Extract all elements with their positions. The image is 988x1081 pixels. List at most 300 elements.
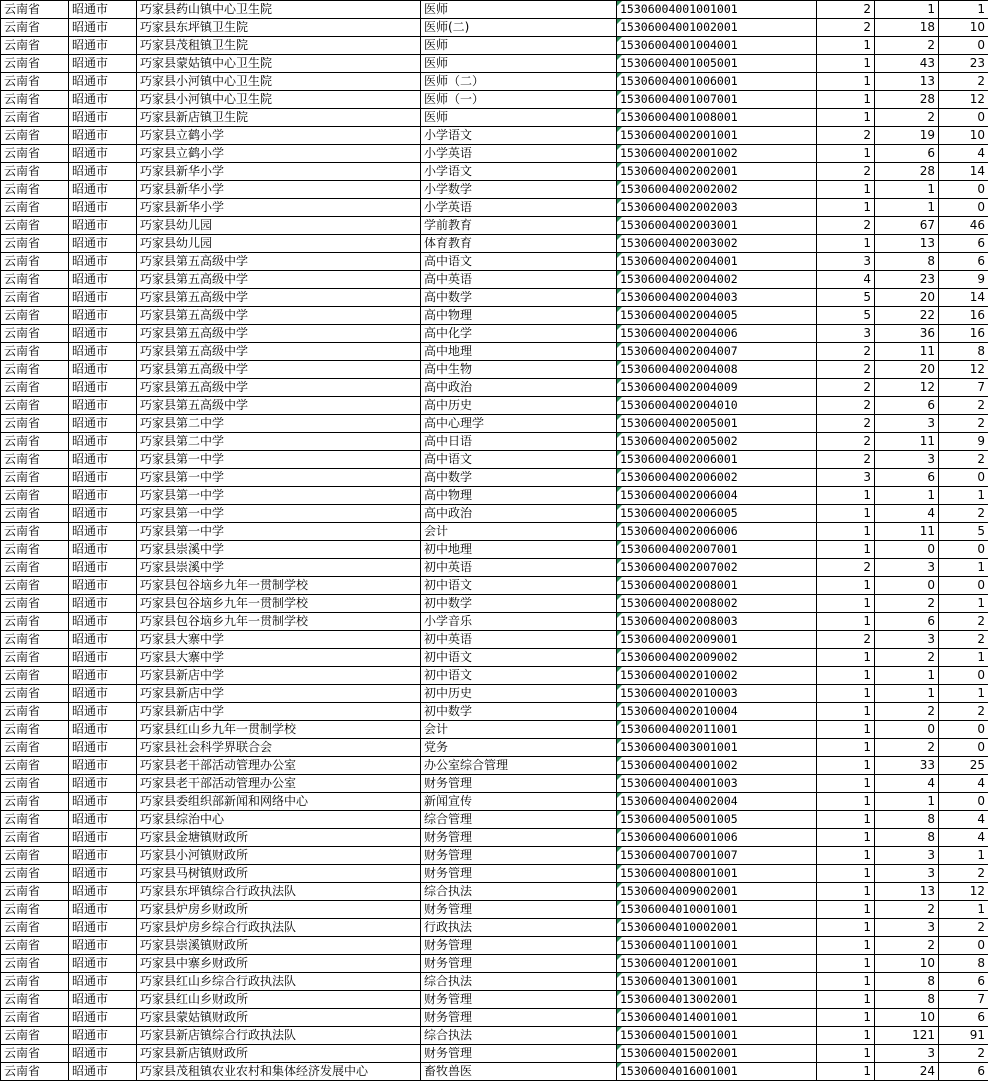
cell-applicants[interactable]: 2: [875, 703, 939, 721]
cell-position[interactable]: 高中语文: [421, 451, 617, 469]
cell-applicants[interactable]: 1: [875, 1, 939, 19]
cell-position[interactable]: 会计: [421, 721, 617, 739]
cell-city[interactable]: 昭通市: [69, 145, 137, 163]
cell-city[interactable]: 昭通市: [69, 523, 137, 541]
cell-province[interactable]: 云南省: [1, 937, 69, 955]
cell-unit[interactable]: 巧家县药山镇中心卫生院: [137, 1, 421, 19]
cell-province[interactable]: 云南省: [1, 757, 69, 775]
cell-province[interactable]: 云南省: [1, 631, 69, 649]
cell-city[interactable]: 昭通市: [69, 1027, 137, 1045]
cell-unit[interactable]: 巧家县东坪镇卫生院: [137, 19, 421, 37]
cell-city[interactable]: 昭通市: [69, 289, 137, 307]
cell-position[interactable]: 学前教育: [421, 217, 617, 235]
cell-unit[interactable]: 巧家县包谷垴乡九年一贯制学校: [137, 613, 421, 631]
cell-unit[interactable]: 巧家县幼儿园: [137, 235, 421, 253]
cell-position-code[interactable]: 15306004002002003: [617, 199, 817, 217]
cell-quota[interactable]: 1: [817, 235, 875, 253]
cell-province[interactable]: 云南省: [1, 73, 69, 91]
cell-city[interactable]: 昭通市: [69, 1, 137, 19]
cell-unit[interactable]: 巧家县第一中学: [137, 523, 421, 541]
cell-quota[interactable]: 1: [817, 595, 875, 613]
cell-position-code[interactable]: 15306004010001001: [617, 901, 817, 919]
cell-city[interactable]: 昭通市: [69, 19, 137, 37]
cell-applicants[interactable]: 3: [875, 865, 939, 883]
cell-position[interactable]: 高中政治: [421, 505, 617, 523]
cell-unit[interactable]: 巧家县马树镇财政所: [137, 865, 421, 883]
cell-quota[interactable]: 2: [817, 163, 875, 181]
cell-province[interactable]: 云南省: [1, 361, 69, 379]
cell-city[interactable]: 昭通市: [69, 235, 137, 253]
cell-position[interactable]: 高中历史: [421, 397, 617, 415]
cell-position[interactable]: 高中语文: [421, 253, 617, 271]
cell-applicants[interactable]: 13: [875, 235, 939, 253]
cell-city[interactable]: 昭通市: [69, 865, 137, 883]
cell-position-code[interactable]: 15306004002004003: [617, 289, 817, 307]
cell-position-code[interactable]: 15306004002004006: [617, 325, 817, 343]
cell-unit[interactable]: 巧家县第五高级中学: [137, 271, 421, 289]
cell-approved[interactable]: 1: [939, 847, 988, 865]
cell-approved[interactable]: 4: [939, 811, 988, 829]
cell-unit[interactable]: 巧家县新华小学: [137, 181, 421, 199]
cell-unit[interactable]: 巧家县新店镇财政所: [137, 1045, 421, 1063]
cell-position-code[interactable]: 15306004004002004: [617, 793, 817, 811]
cell-approved[interactable]: 0: [939, 739, 988, 757]
cell-position[interactable]: 高中数学: [421, 289, 617, 307]
cell-city[interactable]: 昭通市: [69, 919, 137, 937]
cell-approved[interactable]: 0: [939, 667, 988, 685]
cell-position-code[interactable]: 15306004005001005: [617, 811, 817, 829]
cell-quota[interactable]: 2: [817, 127, 875, 145]
cell-unit[interactable]: 巧家县新华小学: [137, 199, 421, 217]
cell-city[interactable]: 昭通市: [69, 991, 137, 1009]
cell-applicants[interactable]: 6: [875, 145, 939, 163]
cell-city[interactable]: 昭通市: [69, 109, 137, 127]
cell-quota[interactable]: 1: [817, 181, 875, 199]
cell-quota[interactable]: 2: [817, 19, 875, 37]
cell-position-code[interactable]: 15306004002003002: [617, 235, 817, 253]
cell-position-code[interactable]: 15306004002010002: [617, 667, 817, 685]
cell-approved[interactable]: 1: [939, 559, 988, 577]
cell-position-code[interactable]: 15306004015001001: [617, 1027, 817, 1045]
cell-approved[interactable]: 0: [939, 199, 988, 217]
cell-approved[interactable]: 4: [939, 145, 988, 163]
cell-quota[interactable]: 1: [817, 685, 875, 703]
cell-approved[interactable]: 8: [939, 955, 988, 973]
cell-position-code[interactable]: 15306004002006005: [617, 505, 817, 523]
cell-applicants[interactable]: 10: [875, 955, 939, 973]
cell-approved[interactable]: 5: [939, 523, 988, 541]
cell-unit[interactable]: 巧家县第五高级中学: [137, 307, 421, 325]
cell-position[interactable]: 会计: [421, 523, 617, 541]
cell-quota[interactable]: 1: [817, 505, 875, 523]
cell-position-code[interactable]: 15306004016001001: [617, 1063, 817, 1081]
cell-position[interactable]: 财务管理: [421, 1009, 617, 1027]
cell-unit[interactable]: 巧家县立鹤小学: [137, 127, 421, 145]
cell-approved[interactable]: 1: [939, 487, 988, 505]
cell-position[interactable]: 小学语文: [421, 127, 617, 145]
cell-applicants[interactable]: 4: [875, 775, 939, 793]
cell-approved[interactable]: 9: [939, 271, 988, 289]
cell-city[interactable]: 昭通市: [69, 973, 137, 991]
cell-unit[interactable]: 巧家县金塘镇财政所: [137, 829, 421, 847]
cell-province[interactable]: 云南省: [1, 433, 69, 451]
cell-province[interactable]: 云南省: [1, 271, 69, 289]
cell-city[interactable]: 昭通市: [69, 505, 137, 523]
cell-position-code[interactable]: 15306004002005001: [617, 415, 817, 433]
cell-quota[interactable]: 1: [817, 811, 875, 829]
cell-city[interactable]: 昭通市: [69, 649, 137, 667]
cell-quota[interactable]: 3: [817, 253, 875, 271]
cell-province[interactable]: 云南省: [1, 1063, 69, 1081]
cell-province[interactable]: 云南省: [1, 703, 69, 721]
cell-applicants[interactable]: 11: [875, 433, 939, 451]
cell-quota[interactable]: 1: [817, 883, 875, 901]
cell-province[interactable]: 云南省: [1, 127, 69, 145]
cell-approved[interactable]: 1: [939, 901, 988, 919]
cell-city[interactable]: 昭通市: [69, 127, 137, 145]
cell-approved[interactable]: 23: [939, 55, 988, 73]
cell-city[interactable]: 昭通市: [69, 541, 137, 559]
cell-position-code[interactable]: 15306004002004007: [617, 343, 817, 361]
cell-approved[interactable]: 0: [939, 793, 988, 811]
cell-quota[interactable]: 1: [817, 523, 875, 541]
cell-city[interactable]: 昭通市: [69, 937, 137, 955]
cell-applicants[interactable]: 12: [875, 379, 939, 397]
cell-position[interactable]: 高中日语: [421, 433, 617, 451]
cell-approved[interactable]: 2: [939, 1045, 988, 1063]
cell-city[interactable]: 昭通市: [69, 703, 137, 721]
cell-position-code[interactable]: 15306004002004002: [617, 271, 817, 289]
cell-applicants[interactable]: 19: [875, 127, 939, 145]
cell-applicants[interactable]: 8: [875, 991, 939, 1009]
cell-quota[interactable]: 1: [817, 901, 875, 919]
cell-position[interactable]: 医师（二）: [421, 73, 617, 91]
cell-position[interactable]: 财务管理: [421, 829, 617, 847]
cell-quota[interactable]: 2: [817, 1, 875, 19]
cell-position[interactable]: 综合执法: [421, 1027, 617, 1045]
cell-city[interactable]: 昭通市: [69, 163, 137, 181]
cell-quota[interactable]: 1: [817, 667, 875, 685]
cell-province[interactable]: 云南省: [1, 181, 69, 199]
cell-province[interactable]: 云南省: [1, 199, 69, 217]
cell-position[interactable]: 体育教育: [421, 235, 617, 253]
cell-quota[interactable]: 1: [817, 55, 875, 73]
cell-unit[interactable]: 巧家县小河镇中心卫生院: [137, 91, 421, 109]
cell-position-code[interactable]: 15306004001001001: [617, 1, 817, 19]
cell-approved[interactable]: 16: [939, 325, 988, 343]
cell-approved[interactable]: 4: [939, 775, 988, 793]
cell-unit[interactable]: 巧家县老干部活动管理办公室: [137, 757, 421, 775]
cell-unit[interactable]: 巧家县第一中学: [137, 505, 421, 523]
cell-quota[interactable]: 1: [817, 757, 875, 775]
cell-applicants[interactable]: 13: [875, 73, 939, 91]
cell-approved[interactable]: 2: [939, 73, 988, 91]
cell-province[interactable]: 云南省: [1, 487, 69, 505]
cell-position-code[interactable]: 15306004002004010: [617, 397, 817, 415]
cell-position[interactable]: 初中数学: [421, 595, 617, 613]
cell-applicants[interactable]: 43: [875, 55, 939, 73]
cell-city[interactable]: 昭通市: [69, 487, 137, 505]
cell-unit[interactable]: 巧家县第五高级中学: [137, 253, 421, 271]
cell-applicants[interactable]: 8: [875, 829, 939, 847]
cell-city[interactable]: 昭通市: [69, 793, 137, 811]
cell-position[interactable]: 高中地理: [421, 343, 617, 361]
cell-applicants[interactable]: 0: [875, 721, 939, 739]
cell-quota[interactable]: 2: [817, 559, 875, 577]
cell-position-code[interactable]: 15306004003001001: [617, 739, 817, 757]
cell-approved[interactable]: 1: [939, 1, 988, 19]
cell-position-code[interactable]: 15306004012001001: [617, 955, 817, 973]
cell-unit[interactable]: 巧家县幼儿园: [137, 217, 421, 235]
cell-city[interactable]: 昭通市: [69, 631, 137, 649]
cell-position[interactable]: 财务管理: [421, 937, 617, 955]
cell-position[interactable]: 高中生物: [421, 361, 617, 379]
cell-quota[interactable]: 2: [817, 415, 875, 433]
cell-province[interactable]: 云南省: [1, 37, 69, 55]
cell-position[interactable]: 行政执法: [421, 919, 617, 937]
cell-unit[interactable]: 巧家县崇溪镇财政所: [137, 937, 421, 955]
cell-province[interactable]: 云南省: [1, 163, 69, 181]
cell-unit[interactable]: 巧家县红山乡财政所: [137, 991, 421, 1009]
cell-unit[interactable]: 巧家县第五高级中学: [137, 289, 421, 307]
cell-position[interactable]: 财务管理: [421, 991, 617, 1009]
cell-position-code[interactable]: 15306004002008003: [617, 613, 817, 631]
cell-applicants[interactable]: 20: [875, 289, 939, 307]
cell-unit[interactable]: 巧家县炉房乡综合行政执法队: [137, 919, 421, 937]
cell-position-code[interactable]: 15306004002004001: [617, 253, 817, 271]
cell-approved[interactable]: 1: [939, 595, 988, 613]
cell-position-code[interactable]: 15306004008001001: [617, 865, 817, 883]
cell-unit[interactable]: 巧家县包谷垴乡九年一贯制学校: [137, 577, 421, 595]
cell-quota[interactable]: 1: [817, 577, 875, 595]
cell-unit[interactable]: 巧家县新店镇卫生院: [137, 109, 421, 127]
cell-unit[interactable]: 巧家县崇溪中学: [137, 541, 421, 559]
cell-unit[interactable]: 巧家县小河镇中心卫生院: [137, 73, 421, 91]
cell-city[interactable]: 昭通市: [69, 739, 137, 757]
cell-quota[interactable]: 2: [817, 379, 875, 397]
cell-applicants[interactable]: 2: [875, 595, 939, 613]
cell-position-code[interactable]: 15306004014001001: [617, 1009, 817, 1027]
cell-city[interactable]: 昭通市: [69, 721, 137, 739]
cell-applicants[interactable]: 0: [875, 577, 939, 595]
cell-position[interactable]: 小学语文: [421, 163, 617, 181]
cell-applicants[interactable]: 1: [875, 667, 939, 685]
cell-position[interactable]: 办公室综合管理: [421, 757, 617, 775]
cell-applicants[interactable]: 0: [875, 541, 939, 559]
cell-approved[interactable]: 7: [939, 379, 988, 397]
cell-applicants[interactable]: 8: [875, 973, 939, 991]
cell-position-code[interactable]: 15306004011001001: [617, 937, 817, 955]
cell-city[interactable]: 昭通市: [69, 451, 137, 469]
cell-quota[interactable]: 1: [817, 109, 875, 127]
cell-city[interactable]: 昭通市: [69, 757, 137, 775]
cell-position[interactable]: 初中地理: [421, 541, 617, 559]
cell-quota[interactable]: 1: [817, 649, 875, 667]
cell-position-code[interactable]: 15306004004001002: [617, 757, 817, 775]
cell-applicants[interactable]: 4: [875, 505, 939, 523]
cell-unit[interactable]: 巧家县立鹤小学: [137, 145, 421, 163]
cell-quota[interactable]: 1: [817, 973, 875, 991]
cell-approved[interactable]: 0: [939, 37, 988, 55]
cell-position[interactable]: 党务: [421, 739, 617, 757]
cell-position-code[interactable]: 15306004001006001: [617, 73, 817, 91]
cell-city[interactable]: 昭通市: [69, 775, 137, 793]
cell-position[interactable]: 综合执法: [421, 883, 617, 901]
cell-quota[interactable]: 1: [817, 613, 875, 631]
cell-approved[interactable]: 91: [939, 1027, 988, 1045]
cell-applicants[interactable]: 2: [875, 739, 939, 757]
cell-province[interactable]: 云南省: [1, 955, 69, 973]
cell-position-code[interactable]: 15306004001008001: [617, 109, 817, 127]
cell-quota[interactable]: 1: [817, 1045, 875, 1063]
cell-approved[interactable]: 25: [939, 757, 988, 775]
cell-province[interactable]: 云南省: [1, 1045, 69, 1063]
cell-unit[interactable]: 巧家县委组织部新闻和网络中心: [137, 793, 421, 811]
cell-applicants[interactable]: 11: [875, 343, 939, 361]
cell-city[interactable]: 昭通市: [69, 37, 137, 55]
cell-approved[interactable]: 2: [939, 919, 988, 937]
cell-position[interactable]: 高中政治: [421, 379, 617, 397]
cell-quota[interactable]: 1: [817, 721, 875, 739]
cell-quota[interactable]: 5: [817, 307, 875, 325]
cell-position[interactable]: 财务管理: [421, 865, 617, 883]
cell-position-code[interactable]: 15306004015002001: [617, 1045, 817, 1063]
cell-position[interactable]: 医师: [421, 1, 617, 19]
cell-approved[interactable]: 10: [939, 19, 988, 37]
cell-unit[interactable]: 巧家县新店中学: [137, 685, 421, 703]
cell-approved[interactable]: 4: [939, 829, 988, 847]
cell-position[interactable]: 医师: [421, 109, 617, 127]
cell-province[interactable]: 云南省: [1, 109, 69, 127]
cell-unit[interactable]: 巧家县红山乡九年一贯制学校: [137, 721, 421, 739]
cell-position-code[interactable]: 15306004009002001: [617, 883, 817, 901]
cell-unit[interactable]: 巧家县大寨中学: [137, 631, 421, 649]
cell-position[interactable]: 小学数学: [421, 181, 617, 199]
cell-city[interactable]: 昭通市: [69, 271, 137, 289]
cell-city[interactable]: 昭通市: [69, 415, 137, 433]
cell-quota[interactable]: 1: [817, 37, 875, 55]
cell-applicants[interactable]: 2: [875, 649, 939, 667]
cell-city[interactable]: 昭通市: [69, 595, 137, 613]
cell-approved[interactable]: 2: [939, 631, 988, 649]
cell-applicants[interactable]: 6: [875, 397, 939, 415]
cell-approved[interactable]: 2: [939, 865, 988, 883]
cell-applicants[interactable]: 22: [875, 307, 939, 325]
cell-quota[interactable]: 2: [817, 433, 875, 451]
cell-quota[interactable]: 1: [817, 775, 875, 793]
cell-unit[interactable]: 巧家县老干部活动管理办公室: [137, 775, 421, 793]
cell-province[interactable]: 云南省: [1, 217, 69, 235]
cell-province[interactable]: 云南省: [1, 19, 69, 37]
cell-approved[interactable]: 0: [939, 577, 988, 595]
cell-quota[interactable]: 3: [817, 469, 875, 487]
cell-province[interactable]: 云南省: [1, 991, 69, 1009]
cell-province[interactable]: 云南省: [1, 91, 69, 109]
cell-unit[interactable]: 巧家县崇溪中学: [137, 559, 421, 577]
cell-applicants[interactable]: 24: [875, 1063, 939, 1081]
cell-position-code[interactable]: 15306004010002001: [617, 919, 817, 937]
cell-province[interactable]: 云南省: [1, 145, 69, 163]
cell-position-code[interactable]: 15306004002007002: [617, 559, 817, 577]
cell-province[interactable]: 云南省: [1, 793, 69, 811]
cell-province[interactable]: 云南省: [1, 343, 69, 361]
cell-quota[interactable]: 1: [817, 847, 875, 865]
cell-province[interactable]: 云南省: [1, 469, 69, 487]
cell-province[interactable]: 云南省: [1, 883, 69, 901]
cell-province[interactable]: 云南省: [1, 289, 69, 307]
cell-applicants[interactable]: 8: [875, 253, 939, 271]
cell-approved[interactable]: 6: [939, 253, 988, 271]
cell-city[interactable]: 昭通市: [69, 361, 137, 379]
cell-applicants[interactable]: 3: [875, 559, 939, 577]
cell-applicants[interactable]: 1: [875, 685, 939, 703]
cell-applicants[interactable]: 2: [875, 937, 939, 955]
cell-province[interactable]: 云南省: [1, 613, 69, 631]
cell-applicants[interactable]: 3: [875, 1045, 939, 1063]
cell-approved[interactable]: 9: [939, 433, 988, 451]
cell-approved[interactable]: 12: [939, 91, 988, 109]
cell-approved[interactable]: 14: [939, 163, 988, 181]
cell-position[interactable]: 财务管理: [421, 955, 617, 973]
cell-position[interactable]: 医师: [421, 55, 617, 73]
cell-applicants[interactable]: 20: [875, 361, 939, 379]
cell-unit[interactable]: 巧家县小河镇财政所: [137, 847, 421, 865]
cell-province[interactable]: 云南省: [1, 739, 69, 757]
cell-position[interactable]: 高中英语: [421, 271, 617, 289]
cell-position-code[interactable]: 15306004002004008: [617, 361, 817, 379]
cell-city[interactable]: 昭通市: [69, 181, 137, 199]
cell-province[interactable]: 云南省: [1, 1027, 69, 1045]
cell-quota[interactable]: 1: [817, 793, 875, 811]
cell-position-code[interactable]: 15306004002006006: [617, 523, 817, 541]
cell-province[interactable]: 云南省: [1, 253, 69, 271]
cell-position[interactable]: 小学英语: [421, 145, 617, 163]
cell-approved[interactable]: 0: [939, 721, 988, 739]
cell-applicants[interactable]: 23: [875, 271, 939, 289]
cell-city[interactable]: 昭通市: [69, 397, 137, 415]
cell-position[interactable]: 高中心理学: [421, 415, 617, 433]
cell-applicants[interactable]: 1: [875, 181, 939, 199]
cell-approved[interactable]: 6: [939, 1063, 988, 1081]
cell-approved[interactable]: 14: [939, 289, 988, 307]
cell-quota[interactable]: 1: [817, 703, 875, 721]
cell-city[interactable]: 昭通市: [69, 829, 137, 847]
cell-province[interactable]: 云南省: [1, 775, 69, 793]
cell-approved[interactable]: 46: [939, 217, 988, 235]
cell-unit[interactable]: 巧家县炉房乡财政所: [137, 901, 421, 919]
cell-position[interactable]: 综合执法: [421, 973, 617, 991]
cell-position[interactable]: 初中数学: [421, 703, 617, 721]
cell-city[interactable]: 昭通市: [69, 55, 137, 73]
cell-position-code[interactable]: 15306004002006004: [617, 487, 817, 505]
cell-unit[interactable]: 巧家县包谷垴乡九年一贯制学校: [137, 595, 421, 613]
cell-unit[interactable]: 巧家县第二中学: [137, 415, 421, 433]
cell-approved[interactable]: 12: [939, 883, 988, 901]
cell-position-code[interactable]: 15306004001005001: [617, 55, 817, 73]
cell-position-code[interactable]: 15306004002008002: [617, 595, 817, 613]
cell-applicants[interactable]: 3: [875, 631, 939, 649]
cell-unit[interactable]: 巧家县新店中学: [137, 667, 421, 685]
cell-position-code[interactable]: 15306004002006001: [617, 451, 817, 469]
cell-position-code[interactable]: 15306004001004001: [617, 37, 817, 55]
cell-city[interactable]: 昭通市: [69, 901, 137, 919]
cell-approved[interactable]: 0: [939, 541, 988, 559]
cell-city[interactable]: 昭通市: [69, 91, 137, 109]
cell-applicants[interactable]: 3: [875, 451, 939, 469]
cell-city[interactable]: 昭通市: [69, 433, 137, 451]
cell-approved[interactable]: 0: [939, 181, 988, 199]
cell-position[interactable]: 财务管理: [421, 1045, 617, 1063]
